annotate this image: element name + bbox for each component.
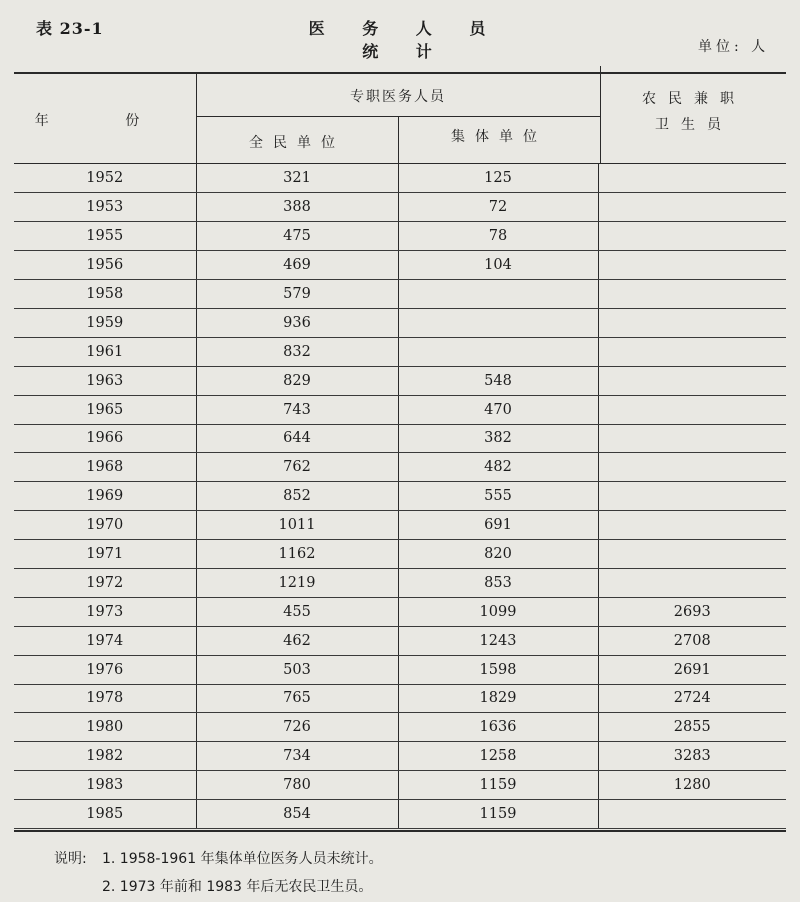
public-units-cell: 734: [196, 742, 398, 771]
rural-workers-cell: [598, 193, 786, 222]
collective-units-cell: [398, 308, 598, 337]
table-row: [14, 540, 786, 569]
year-cell: 1966: [14, 424, 196, 453]
collective-units-cell: 72: [398, 193, 598, 222]
table-row: [14, 771, 786, 800]
collective-units-cell: 1243: [398, 626, 598, 655]
year-cell: 1970: [14, 511, 196, 540]
collective-units-cell: 691: [398, 511, 598, 540]
table-row: [14, 568, 786, 597]
public-units-cell: 321: [196, 164, 398, 193]
table-title: 医 务 人 员 统 计: [308, 19, 502, 61]
public-units-cell: 832: [196, 337, 398, 366]
public-units-cell: 936: [196, 308, 398, 337]
rural-workers-cell: 2855: [598, 713, 786, 742]
rural-workers-cell: [598, 453, 786, 482]
table-row: [14, 308, 786, 337]
collective-units-cell: 104: [398, 251, 598, 280]
table-row: [14, 395, 786, 424]
collective-units-cell: [398, 280, 598, 309]
collective-units-cell: [398, 337, 598, 366]
collective-units-cell: 820: [398, 540, 598, 569]
table-row: [14, 482, 786, 511]
year-cell: 1972: [14, 568, 196, 597]
note-1: 1. 1958-1961 年集体单位医务人员未统计。: [102, 851, 383, 867]
collective-units-cell: 382: [398, 424, 598, 453]
rural-workers-cell: 2691: [598, 655, 786, 684]
rural-workers-cell: [598, 337, 786, 366]
year-cell: 1983: [14, 771, 196, 800]
table-row: [14, 251, 786, 280]
rural-workers-cell: [598, 222, 786, 251]
collective-units-cell: 125: [398, 164, 598, 193]
rural-workers-cell: 1280: [598, 771, 786, 800]
rural-workers-cell: 2708: [598, 626, 786, 655]
year-cell: 1978: [14, 684, 196, 713]
year-cell: 1976: [14, 655, 196, 684]
public-units-cell: 765: [196, 684, 398, 713]
table-row: [14, 222, 786, 251]
year-cell: 1969: [14, 482, 196, 511]
year-cell: 1955: [14, 222, 196, 251]
table-row: [14, 280, 786, 309]
year-cell: 1971: [14, 540, 196, 569]
public-units-cell: 455: [196, 597, 398, 626]
public-units-cell: 743: [196, 395, 398, 424]
year-cell: 1956: [14, 251, 196, 280]
year-cell: 1965: [14, 395, 196, 424]
bottom-rule: [14, 830, 786, 832]
rural-workers-cell: [598, 164, 786, 193]
table-row: [14, 626, 786, 655]
public-units-cell: 1162: [196, 540, 398, 569]
table-number: 表 23-1: [36, 19, 104, 38]
public-units-cell: 852: [196, 482, 398, 511]
rural-workers-cell: [598, 482, 786, 511]
public-units-cell: 762: [196, 453, 398, 482]
table-row: [14, 453, 786, 482]
table-row: [14, 164, 786, 193]
public-units-cell: 388: [196, 193, 398, 222]
public-units-cell: 579: [196, 280, 398, 309]
year-cell: 1953: [14, 193, 196, 222]
note-2: 2. 1973 年前和 1983 年后无农民卫生员。: [102, 879, 373, 895]
public-units-cell: 469: [196, 251, 398, 280]
staff-statistics-table: [14, 164, 786, 829]
column-header-full-time-staff: 专职医务人员: [350, 89, 446, 105]
year-cell: 1961: [14, 337, 196, 366]
unit-label: 单位: 人: [698, 39, 770, 55]
rural-workers-cell: 3283: [598, 742, 786, 771]
rural-workers-cell: [598, 366, 786, 395]
table-row: [14, 597, 786, 626]
rural-workers-cell: [598, 251, 786, 280]
year-cell: 1968: [14, 453, 196, 482]
public-units-cell: 462: [196, 626, 398, 655]
rural-workers-cell: [598, 540, 786, 569]
year-cell: 1963: [14, 366, 196, 395]
rural-workers-cell: [598, 511, 786, 540]
year-cell: 1982: [14, 742, 196, 771]
rural-workers-cell: [598, 308, 786, 337]
collective-units-cell: 1258: [398, 742, 598, 771]
column-header-year: 年 份: [34, 113, 176, 129]
collective-units-cell: 1829: [398, 684, 598, 713]
table-row: [14, 655, 786, 684]
table-row: [14, 193, 786, 222]
table-row: [14, 337, 786, 366]
table-row: [14, 800, 786, 829]
public-units-cell: 854: [196, 800, 398, 829]
collective-units-cell: 555: [398, 482, 598, 511]
rural-workers-cell: [598, 280, 786, 309]
collective-units-cell: 1159: [398, 800, 598, 829]
header-divider-3: [600, 66, 601, 164]
table-row: [14, 684, 786, 713]
table-row: [14, 366, 786, 395]
table-row: [14, 742, 786, 771]
public-units-cell: 1219: [196, 568, 398, 597]
table-row: [14, 424, 786, 453]
public-units-cell: 726: [196, 713, 398, 742]
collective-units-cell: 1099: [398, 597, 598, 626]
rural-header-text: 农民兼职卫生员: [642, 91, 746, 133]
year-cell: 1973: [14, 597, 196, 626]
column-header-public-units: 全民单位: [249, 135, 345, 151]
rural-workers-cell: [598, 395, 786, 424]
public-units-cell: 780: [196, 771, 398, 800]
rural-workers-cell: [598, 424, 786, 453]
public-units-cell: 503: [196, 655, 398, 684]
collective-units-cell: 548: [398, 366, 598, 395]
notes-prefix: 说明:: [54, 851, 87, 867]
column-header-rural-health-workers: [636, 86, 752, 138]
collective-units-cell: 78: [398, 222, 598, 251]
year-cell: 1959: [14, 308, 196, 337]
collective-units-cell: 853: [398, 568, 598, 597]
year-cell: 1985: [14, 800, 196, 829]
collective-units-cell: 1598: [398, 655, 598, 684]
rural-workers-cell: 2724: [598, 684, 786, 713]
table-row: [14, 713, 786, 742]
top-rule: [14, 72, 786, 74]
collective-units-cell: 470: [398, 395, 598, 424]
year-cell: 1980: [14, 713, 196, 742]
year-cell: 1974: [14, 626, 196, 655]
public-units-cell: 1011: [196, 511, 398, 540]
collective-units-cell: 1159: [398, 771, 598, 800]
public-units-cell: 644: [196, 424, 398, 453]
collective-units-cell: 482: [398, 453, 598, 482]
column-header-collective-units: 集体单位: [451, 129, 547, 145]
rural-workers-cell: [598, 568, 786, 597]
rural-workers-cell: 2693: [598, 597, 786, 626]
year-cell: 1958: [14, 280, 196, 309]
year-cell: 1952: [14, 164, 196, 193]
public-units-cell: 475: [196, 222, 398, 251]
table-row: [14, 511, 786, 540]
rural-workers-cell: [598, 800, 786, 829]
collective-units-cell: 1636: [398, 713, 598, 742]
public-units-cell: 829: [196, 366, 398, 395]
